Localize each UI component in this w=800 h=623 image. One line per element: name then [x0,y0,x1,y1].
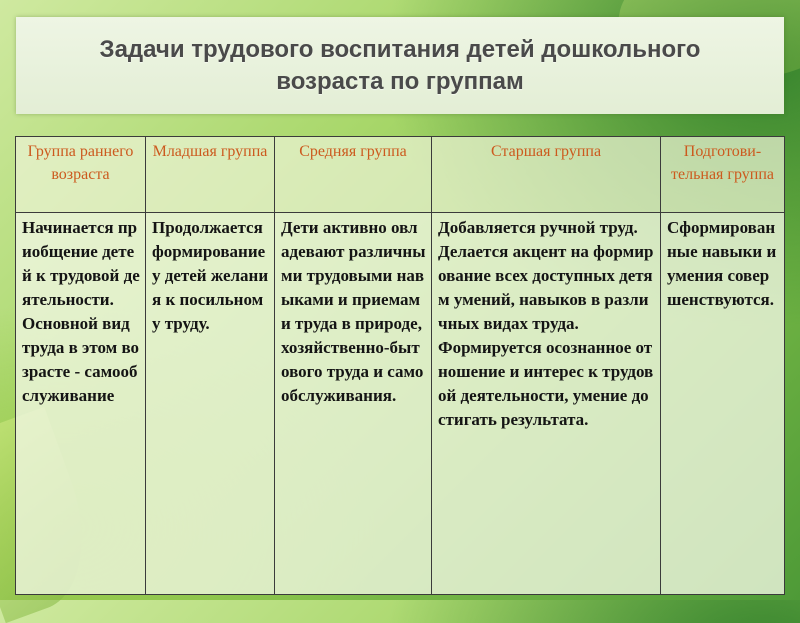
table-row [16,213,785,595]
header-early-age-group: Группа раннего возраста [16,137,146,213]
cell-text: Дети активно овладевают различными трудовыми навыками и приемами труда в природе, хозяйственно-бытового труда и самообслуживания. [281,218,426,405]
header-senior-group: Старшая группа [432,137,661,213]
table-header-row [16,137,785,213]
cell-text: Продолжается формирование у детей желания к посильному труду. [152,218,269,333]
header-junior-group: Младшая группа [146,137,275,213]
cell-text: Делается акцент на формирование всех доступных детям умений, навыков в различных видах труда. [438,242,654,333]
cell-early-age-group [16,213,146,595]
cell-text: Добавляется ручной труд. [438,218,638,237]
cell-text: Формируется осознанное отношение и интерес к трудовой деятельности, умение достигать результата. [438,338,654,429]
header-middle-group: Средняя группа [275,137,432,213]
labor-tasks-table [15,136,785,595]
cell-text: Основной вид труда в этом возрасте - самообслуживание [22,314,140,405]
cell-junior-group [146,213,275,595]
slide-title-banner [16,17,784,114]
cell-middle-group [275,213,432,595]
cell-text: Начинается приобщение детей к трудовой деятельности. [22,218,140,309]
header-preparatory-group: Подготови-тельная группа [661,137,785,213]
slide-title-line-2: возраста по группам [276,67,524,95]
slide-title-line-1: Задачи трудового воспитания детей дошкольного [99,35,701,63]
cell-senior-group [432,213,661,595]
cell-text: Сформированные навыки и умения совершенствуются. [667,218,777,309]
slide-title [50,34,750,98]
cell-preparatory-group [661,213,785,595]
